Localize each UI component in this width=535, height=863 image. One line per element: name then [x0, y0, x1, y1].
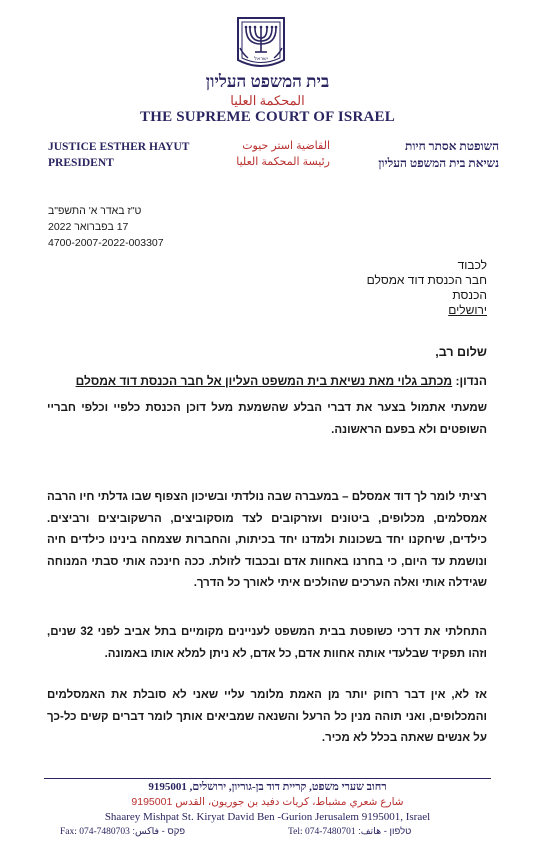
- reference-number: 4700-2007-2022-003307: [48, 237, 164, 249]
- footer-divider: [44, 778, 491, 779]
- subject-label: הנדון:: [455, 374, 487, 388]
- footer-address-arabic: شارع شعري مشباط، كريات دفيد بن جوريون، القدس 9195001: [131, 796, 404, 808]
- body-paragraph-4: אז לא, אין דבר רחוק יותר מן האמת מלומר עליי שאני לא סובלת את האמסלמים והמכלופים, ואני תוהה מנין כל הרעל והשנאה שמביאים אותך לומר דברים קשים כל-כך על אנשים שאתה בכלל לא מכיר.: [47, 689, 487, 744]
- justice-block-english: [48, 139, 189, 171]
- gregorian-date: 17 בפברואר 2022: [48, 221, 129, 233]
- fax-number: 074-7480703: [79, 827, 130, 837]
- recipient-institution: הכנסת: [452, 288, 487, 302]
- tel-label-local: טלפון - هاتف:: [358, 826, 412, 837]
- tel-contact: [288, 826, 411, 837]
- subject-line: [76, 374, 487, 388]
- body-paragraph-3: התחלתי את דרכי כשופטת בבית המשפט לעניינים מקומיים בתל אביב לפני 32 שנים, וזהו תפקיד שבלעדי אותה אחוות אדם, כל אדם, לא ניתן למלא אותו באמונה.: [47, 626, 487, 660]
- body-paragraph-2: רציתי לומר לך דוד אמסלם – במעברה שבה נולדתי ובשיכון הצפוף שבו גדלתי חיו הרבה אמסלמים, מכלופים, ביטונים ועזרקובים לצד מוסקוביצים, הרשקוביצים ורביצים. כילדים, שיחקנו יחד בשכונות ולמדנו יחד בכיתות, והחברות שצמחה בינינו כילדים חיה ונושמת עד היום, כי בחרנו באחוות אדם ובכבוד לזולת. ככה חינכה אותי סבתי המנוחה שגידלה אותי ואלה הערכים שהולכים איתי לאורך כל הדרך.: [47, 491, 487, 589]
- court-name-english: THE SUPREME COURT OF ISRAEL: [140, 109, 395, 125]
- fax-contact: [60, 826, 185, 837]
- tel-number: 074-7480701: [305, 827, 356, 837]
- recipient-city: ירושלים: [448, 303, 487, 317]
- hebrew-date: ט"ז באדר א' התשפ"ב: [48, 205, 142, 217]
- subject-title: מכתב גלוי מאת נשיאת בית המשפט העליון אל חבר הכנסת דוד אמסלם: [75, 374, 453, 388]
- justice-name-arabic: القاضية استر حيوت: [242, 140, 330, 152]
- recipient-name: חבר הכנסת דוד אמסלם: [366, 273, 487, 287]
- state-emblem-icon: [232, 16, 290, 72]
- footer-address-english: Shaarey Mishpat St. Kiryat David Ben -Gurion Jerusalem 9195001, Israel: [104, 811, 431, 823]
- tel-label-english: Tel:: [288, 827, 303, 837]
- court-name-hebrew: בית המשפט העליון: [205, 72, 330, 91]
- justice-title-english: PRESIDENT: [48, 157, 114, 169]
- recipient-block: [367, 258, 487, 318]
- recipient-salutation: לכבוד: [457, 258, 487, 272]
- justice-name-hebrew: השופטת אסתר חיות: [405, 139, 499, 153]
- letter-meta: [48, 203, 164, 251]
- justice-title-hebrew: נשיאת בית המשפט העליון: [378, 156, 499, 170]
- justice-title-arabic: رئيسة المحكمة العليا: [236, 156, 330, 168]
- greeting: שלום רב,: [435, 345, 487, 359]
- court-name-arabic: المحكمة العليا: [230, 93, 305, 108]
- svg-text:ישראל: ישראל: [254, 56, 268, 62]
- fax-label-english: Fax:: [60, 827, 77, 837]
- body-paragraph-1: שמעתי אתמול בצער את דברי הבלע שהשמעת מעל דוכן הכנסת כלפיי וכלפי חבריי השופטים ולא בפעם הראשונה.: [47, 402, 487, 436]
- footer-address-hebrew: רחוב שערי משפט, קריית דוד בן-גוריון, ירושלים, 9195001: [148, 781, 387, 793]
- justice-block-arabic: [175, 138, 330, 170]
- justice-name-english: JUSTICE ESTHER HAYUT: [48, 141, 190, 153]
- justice-block-hebrew: [378, 138, 499, 172]
- fax-label-local: פקס - فاكس:: [132, 826, 186, 837]
